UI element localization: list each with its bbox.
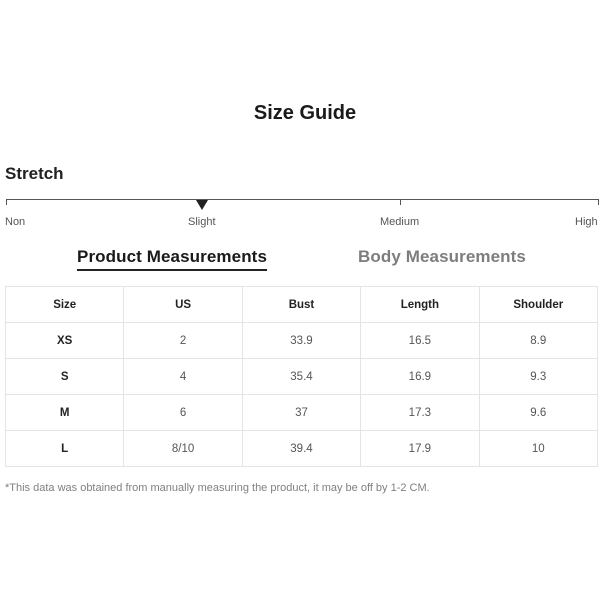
header-bust: Bust — [242, 287, 360, 323]
tab-body-measurements[interactable]: Body Measurements — [358, 247, 526, 266]
us-cell: 8/10 — [124, 431, 242, 467]
bust-cell: 37 — [242, 395, 360, 431]
stretch-level-non: Non — [5, 216, 26, 228]
stretch-level-medium: Medium — [380, 216, 420, 228]
size-cell: L — [6, 431, 124, 467]
table-row — [6, 395, 598, 431]
shoulder-cell: 9.6 — [479, 395, 597, 431]
stretch-tick-non — [6, 199, 7, 205]
stretch-level-high: High — [575, 216, 598, 228]
shoulder-cell: 8.9 — [479, 323, 597, 359]
length-cell: 16.9 — [361, 359, 479, 395]
bust-cell: 33.9 — [242, 323, 360, 359]
table-row — [6, 431, 598, 467]
tab-product-measurements[interactable]: Product Measurements — [77, 247, 267, 271]
shoulder-cell: 9.3 — [479, 359, 597, 395]
us-cell: 6 — [124, 395, 242, 431]
stretch-tick-medium — [400, 199, 401, 205]
us-cell: 2 — [124, 323, 242, 359]
table-header-row — [6, 287, 598, 323]
stretch-label: Stretch — [5, 164, 64, 183]
length-cell: 16.5 — [361, 323, 479, 359]
header-shoulder: Shoulder — [479, 287, 597, 323]
header-us: US — [124, 287, 242, 323]
length-cell: 17.3 — [361, 395, 479, 431]
table-row — [6, 359, 598, 395]
stretch-tick-high — [598, 199, 599, 205]
header-length: Length — [361, 287, 479, 323]
bust-cell: 39.4 — [242, 431, 360, 467]
shoulder-cell: 10 — [479, 431, 597, 467]
size-cell: S — [6, 359, 124, 395]
measurement-note: *This data was obtained from manually measuring the product, it may be off by 1-2 CM. — [5, 482, 430, 494]
length-cell: 17.9 — [361, 431, 479, 467]
size-cell: M — [6, 395, 124, 431]
table-row — [6, 323, 598, 359]
us-cell: 4 — [124, 359, 242, 395]
page-title: Size Guide — [253, 102, 357, 124]
header-size: Size — [6, 287, 124, 323]
stretch-scale-line — [6, 199, 599, 200]
size-table — [5, 286, 598, 467]
stretch-indicator-icon — [196, 200, 208, 210]
size-cell: XS — [6, 323, 124, 359]
stretch-level-slight: Slight — [188, 216, 216, 228]
bust-cell: 35.4 — [242, 359, 360, 395]
